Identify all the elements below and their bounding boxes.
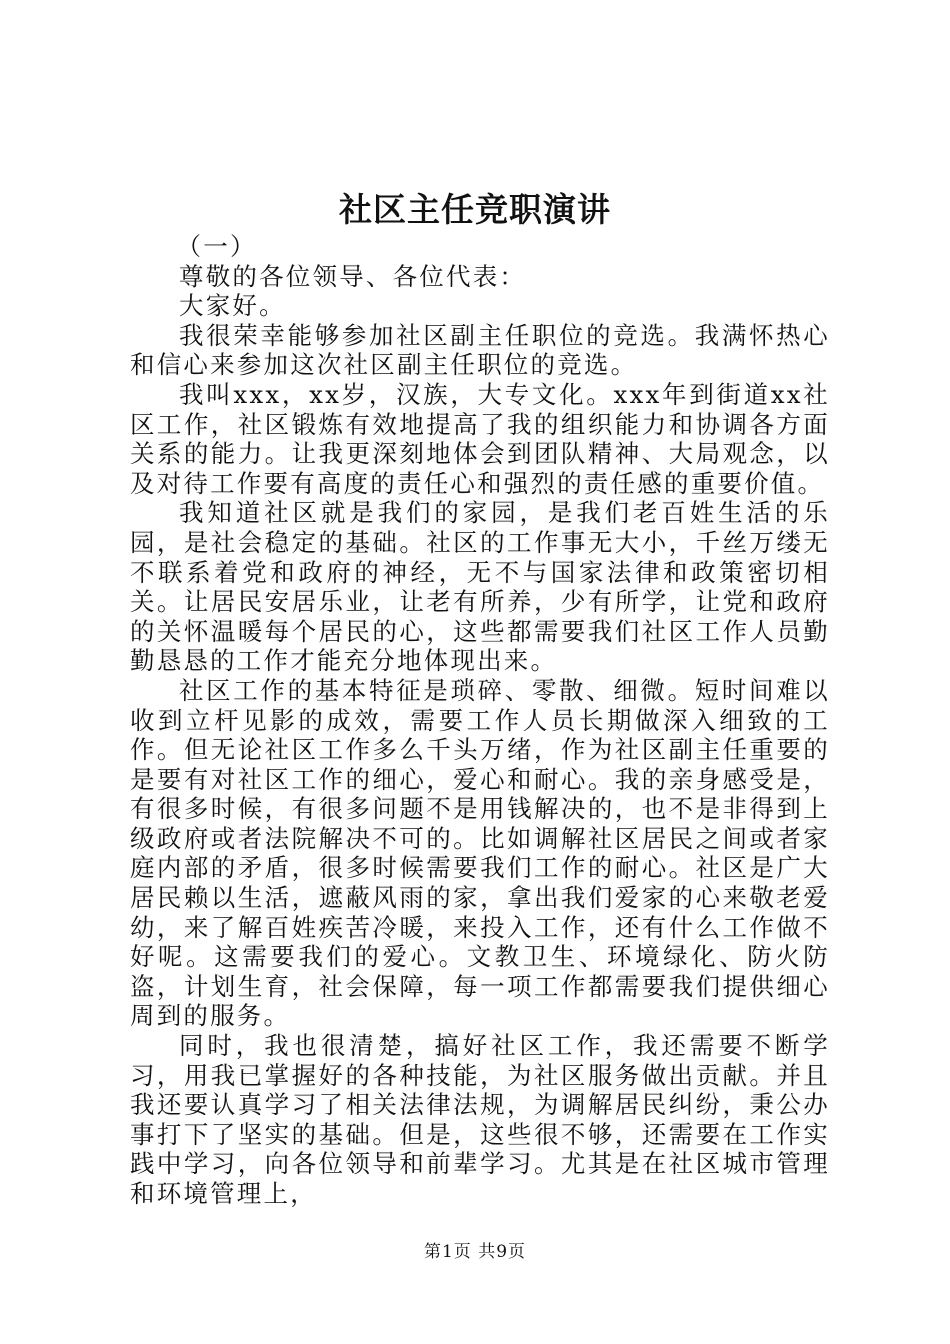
paragraph: 我叫xxx，xx岁，汉族，大专文化。xxx年到街道xx社区工作，社区锻炼有效地提高了我的组织能力和协调各方面关系的能力。让我更深刻地体会到团队精神、大局观念，以及对待工作要有高度的责任心和强烈的责任感的重要价值。: [130, 379, 830, 498]
page-footer: 第1页 共9页: [423, 1242, 527, 1262]
salutation: 尊敬的各位领导、各位代表：: [179, 261, 527, 291]
greeting: 大家好。: [179, 291, 286, 321]
paragraph: 同时，我也很清楚，搞好社区工作，我还需要不断学习，用我已掌握好的各种技能，为社区服务做出贡献。并且我还要认真学习了相关法律法规，为调解居民纠纷，秉公办事打下了坚实的基础。但是，这些很不够，还需要在工作实践中学习，向各位领导和前辈学习。尤其是在社区城市管理和环境管理上，: [130, 1031, 830, 1208]
paragraph: 我知道社区就是我们的家园，是我们老百姓生活的乐园，是社会稳定的基础。社区的工作事无大小，千丝万缕无不联系着党和政府的神经，无不与国家法律和政策密切相关。让居民安居乐业，让老有所养，少有所学，让党和政府的关怀温暖每个居民的心，这些都需要我们社区工作人员勤勤恳恳的工作才能充分地体现出来。: [130, 498, 830, 676]
section-marker: （一）: [176, 232, 257, 261]
document-body: [130, 232, 830, 1209]
document-title: 社区主任竞职演讲: [339, 190, 611, 229]
paragraph: 我很荣幸能够参加社区副主任职位的竞选。我满怀热心和信心来参加这次社区副主任职位的竞选。: [130, 320, 830, 380]
paragraph: 社区工作的基本特征是琐碎、零散、细微。短时间难以收到立杆见影的成效，需要工作人员长期做深入细致的工作。但无论社区工作多么千头万绪，作为社区副主任重要的是要有对社区工作的细心，爱心和耐心。我的亲身感受是，有很多时候，有很多问题不是用钱解决的，也不是非得到上级政府或者法院解决不可的。比如调解社区居民之间或者家庭内部的矛盾，很多时候需要我们工作的耐心。社区是广大居民赖以生活，遮蔽风雨的家，拿出我们爱家的心来敬老爱幼，来了解百姓疾苦冷暖，来投入工作，还有什么工作做不好呢。这需要我们的爱心。文教卫生、环境绿化、防火防盗，计划生育，社会保障，每一项工作都需要我们提供细心周到的服务。: [130, 675, 830, 1031]
